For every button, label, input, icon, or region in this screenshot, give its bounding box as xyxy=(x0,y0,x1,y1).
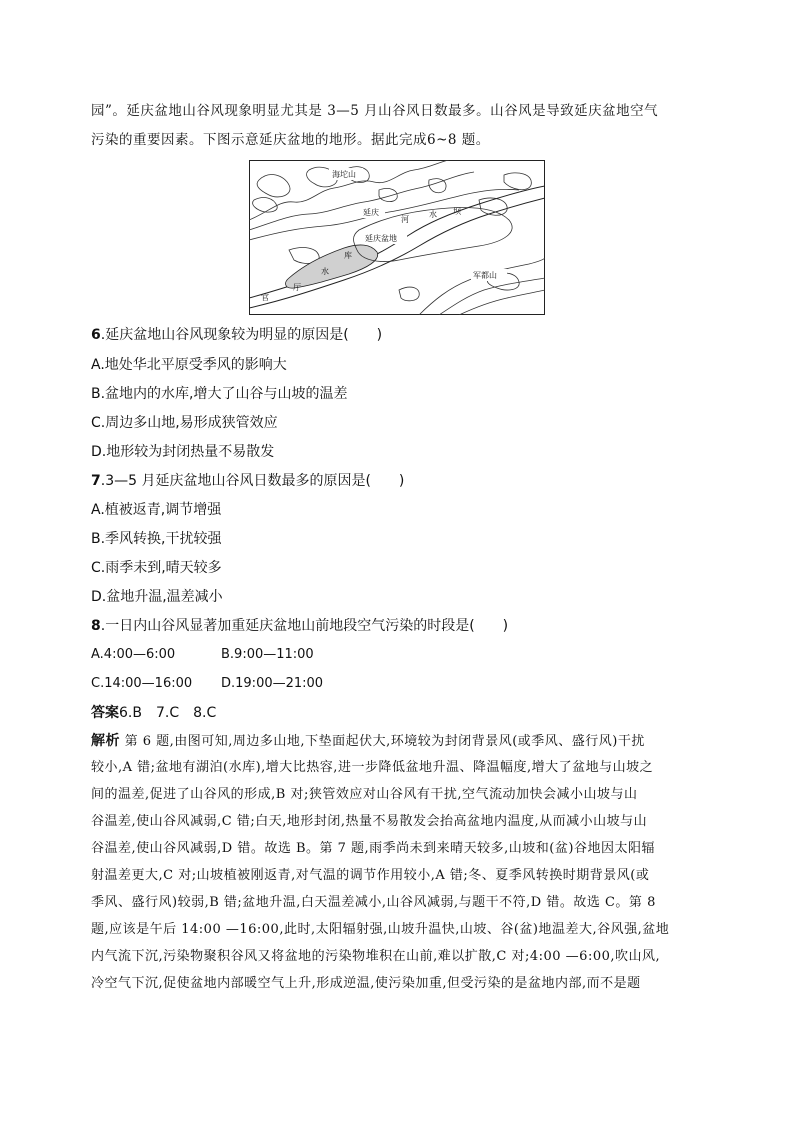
question-7-option-d: D.盆地升温,温差减小 xyxy=(91,589,223,605)
question-8-stem xyxy=(91,616,508,636)
question-7-option-b: B.季风转换,干扰较强 xyxy=(91,531,222,547)
question-8-option-d: D.19:00—21:00 xyxy=(221,676,324,691)
label-yanqing: 延庆 xyxy=(363,208,379,217)
label-ba: 坝 xyxy=(453,207,461,216)
question-number: 7 xyxy=(91,473,101,489)
label-basin: 延庆盆地 xyxy=(365,234,397,243)
question-number: 6 xyxy=(91,327,101,343)
analysis-line-3: 间的温差,促进了山谷风的形成,B 对;狭管效应对山谷风有干扰,空气流动加快会减小山坡与山 xyxy=(91,787,638,802)
label-haituo: 海坨山 xyxy=(332,170,356,179)
label-he: 河 xyxy=(401,215,409,224)
question-8-options-row-2 xyxy=(91,674,323,694)
analysis-line-1 xyxy=(91,731,645,752)
intro-line-2: 污染的重要因素。下图示意延庆盆地的地形。据此完成6~8 题。 xyxy=(91,132,490,148)
question-8-option-b: B.9:00—11:00 xyxy=(221,647,314,662)
yanqing-basin-map xyxy=(249,160,545,315)
label-jundu: 军都山 xyxy=(473,271,497,280)
analysis-line-6: 射温差更大,C 对;山坡植被刚返青,对气温的调节作用较小,A 错;冬、夏季风转换时期背景风(或 xyxy=(91,868,650,883)
analysis-label: 解析 xyxy=(91,733,120,749)
intro-line-1: 园”。延庆盆地山谷风现象明显尤其是 3—5 月山谷风日数最多。山谷风是导致延庆盆地空气 xyxy=(91,103,659,119)
answer-text: 6.B 7.C 8.C xyxy=(119,705,217,721)
analysis-line-4: 谷温差,使山谷风减弱,C 错;白天,地形封闭,热量不易散发会抬高盆地内温度,从而减小山坡与山 xyxy=(91,814,648,829)
analysis-line-10: 冷空气下沉,促使盆地内部暖空气上升,形成逆温,使污染加重,但受污染的是盆地内部,而不是题 xyxy=(91,976,641,991)
label-ku: 库 xyxy=(344,251,352,260)
question-6-option-d: D.地形较为封闭热量不易散发 xyxy=(91,444,275,460)
question-7-option-a: A.植被返青,调节增强 xyxy=(91,502,222,518)
answer-label: 答案 xyxy=(91,705,119,721)
analysis-line-9: 内气流下沉,污染物聚积谷风又将盆地的污染物堆积在山前,难以扩散,C 对;4:00 —6:00,吹山风, xyxy=(91,949,661,964)
analysis-line-5: 谷温差,使山谷风减弱,D 错。故选 B。第 7 题,雨季尚未到来晴天较多,山坡和(盆)谷地因太阳辐 xyxy=(91,841,655,856)
question-6-option-a: A.地处华北平原受季风的影响大 xyxy=(91,357,287,373)
label-shui1: 水 xyxy=(429,210,437,219)
question-8-options-row-1 xyxy=(91,645,314,665)
label-guan: 官 xyxy=(261,293,269,302)
answer-line xyxy=(91,703,216,723)
question-text: .延庆盆地山谷风现象较为明显的原因是( ) xyxy=(100,327,383,343)
question-8-option-c: C.14:00—16:00 xyxy=(91,676,193,691)
label-shui2: 水 xyxy=(321,267,329,276)
question-6-option-b: B.盆地内的水库,增大了山谷与山坡的温差 xyxy=(91,386,348,402)
question-8-option-a: A.4:00—6:00 xyxy=(91,647,176,662)
analysis-line-2: 较小,A 错;盆地有湖泊(水库),增大比热容,进一步降低盆地升温、降温幅度,增大了盆地与山坡之 xyxy=(91,760,654,775)
question-text: .一日内山谷风显著加重延庆盆地山前地段空气污染的时段是( ) xyxy=(100,618,509,634)
label-ting: 厅 xyxy=(293,283,301,292)
question-number: 8 xyxy=(91,618,101,634)
question-6-stem xyxy=(91,325,382,345)
question-7-stem xyxy=(91,471,404,491)
question-6-option-c: C.周边多山地,易形成狭管效应 xyxy=(91,415,278,431)
analysis-text: 第 6 题,由图可知,周边多山地,下垫面起伏大,环境较为封闭背景风(或季风、盛行风)干扰 xyxy=(120,734,645,749)
analysis-line-8: 题,应该是午后 14:00 —16:00,此时,太阳辐射强,山坡升温快,山坡、谷(盆)地温差大,谷风强,盆地 xyxy=(91,922,670,937)
question-text: .3—5 月延庆盆地山谷风日数最多的原因是( ) xyxy=(100,473,405,489)
analysis-line-7: 季风、盛行风)较弱,B 错;盆地升温,白天温差减小,山谷风减弱,与题干不符,D 错。故选 C。第 8 xyxy=(91,895,656,910)
question-7-option-c: C.雨季未到,晴天较多 xyxy=(91,560,222,576)
